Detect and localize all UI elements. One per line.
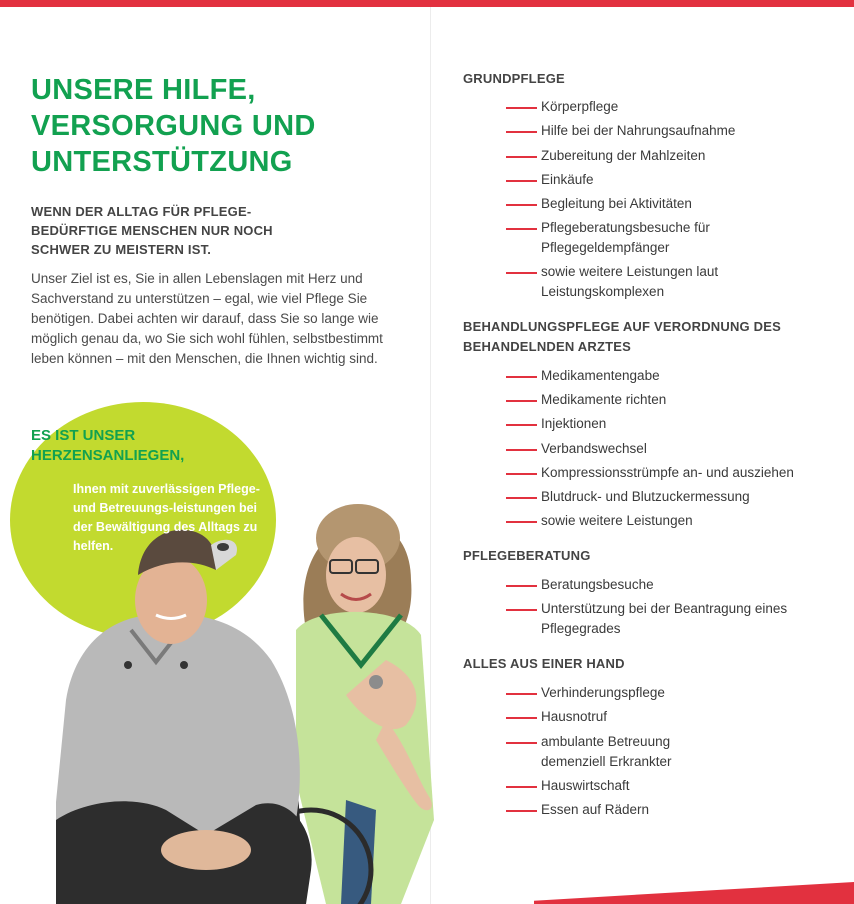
red-dash	[506, 449, 537, 451]
red-dash	[506, 400, 537, 402]
list-item: Einkäufe	[506, 170, 836, 190]
list-item: Blutdruck- und Blutzuckermessung	[506, 487, 836, 507]
red-dash	[506, 742, 537, 744]
page-headline: UNSERE HILFE, VERSORGUNG UND UNTERSTÜTZUNG	[31, 74, 316, 178]
circle-text: Ihnen mit zuverlässigen Pflege- und Betreuungs-leistungen bei der Bewältigung des Alltags zu helfen.	[73, 482, 260, 553]
bottom-red-stripe	[534, 882, 854, 904]
red-dash	[506, 424, 537, 426]
red-dash	[506, 180, 537, 182]
red-dash	[506, 786, 537, 788]
section-title-behandlungspflege: BEHANDLUNGSPFLEGE AUF VERORDNUNG DES BEHANDELNDEN ARZTES	[463, 319, 782, 354]
list-item: Beratungsbesuche	[506, 575, 836, 595]
red-dash	[506, 228, 537, 230]
red-dash	[506, 717, 537, 719]
list-item: Kompressionsstrümpfe an- und ausziehen	[506, 463, 836, 483]
list-item: Verhinderungspflege	[506, 683, 836, 703]
red-dash	[506, 473, 537, 475]
list-item: Pflegeberatungsbesuche für Pflegegeldempfänger	[506, 218, 766, 258]
top-red-bar	[0, 0, 854, 7]
red-dash	[506, 376, 537, 378]
section-title-pflegeberatung: PFLEGEBERATUNG	[463, 548, 591, 563]
list-item: Hilfe bei der Nahrungsaufnahme	[506, 121, 836, 141]
red-dash	[506, 585, 537, 587]
list-item: Essen auf Rädern	[506, 800, 836, 820]
section-title-grundpflege: GRUNDPFLEGE	[463, 71, 565, 86]
red-dash	[506, 609, 537, 611]
red-dash	[506, 810, 537, 812]
list-item: Medikamentengabe	[506, 366, 836, 386]
slogan-heading: ES IST UNSER HERZENSANLIEGEN,	[31, 427, 185, 464]
list-item: Hausnotruf	[506, 707, 836, 727]
list-item: Injektionen	[506, 414, 836, 434]
list-item: Zubereitung der Mahlzeiten	[506, 146, 836, 166]
man-figure	[56, 530, 312, 904]
list-item: Körperpflege	[506, 97, 836, 117]
red-dash	[506, 107, 537, 109]
caregiver-photo	[56, 400, 436, 904]
list-item: Unterstützung bei der Beantragung eines Pflegegrades	[506, 599, 806, 639]
subheading: WENN DER ALLTAG FÜR PFLEGE-BEDÜRFTIGE MENSCHEN NUR NOCH SCHWER ZU MEISTERN IST.	[31, 204, 273, 257]
list-item: Begleitung bei Aktivitäten	[506, 194, 836, 214]
list-item: Medikamente richten	[506, 390, 836, 410]
red-dash	[506, 204, 537, 206]
list-item: sowie weitere Leistungen laut Leistungskomplexen	[506, 262, 736, 302]
list-item: Verbandswechsel	[506, 439, 836, 459]
intro-paragraph: Unser Ziel ist es, Sie in allen Lebenslagen mit Herz und Sachverstand zu unterstützen – egal, wie viel Pflege Sie benötigen. Dabei achten wir darauf, dass Sie so lange wie möglich genau da, wo Sie sich wohl fühlen, selbstbestimmt leben können – mit den Menschen, die Ihnen wichtig sind.	[31, 271, 383, 366]
red-dash	[506, 521, 537, 523]
section-title-alles-aus-einer-hand: ALLES AUS EINER HAND	[463, 656, 625, 671]
list-item: Hauswirtschaft	[506, 776, 836, 796]
red-dash	[506, 156, 537, 158]
red-dash	[506, 272, 537, 274]
list-item: ambulante Betreuung demenziell Erkrankter	[506, 732, 706, 772]
red-dash	[506, 497, 537, 499]
red-dash	[506, 693, 537, 695]
list-item: sowie weitere Leistungen	[506, 511, 836, 531]
red-dash	[506, 131, 537, 133]
